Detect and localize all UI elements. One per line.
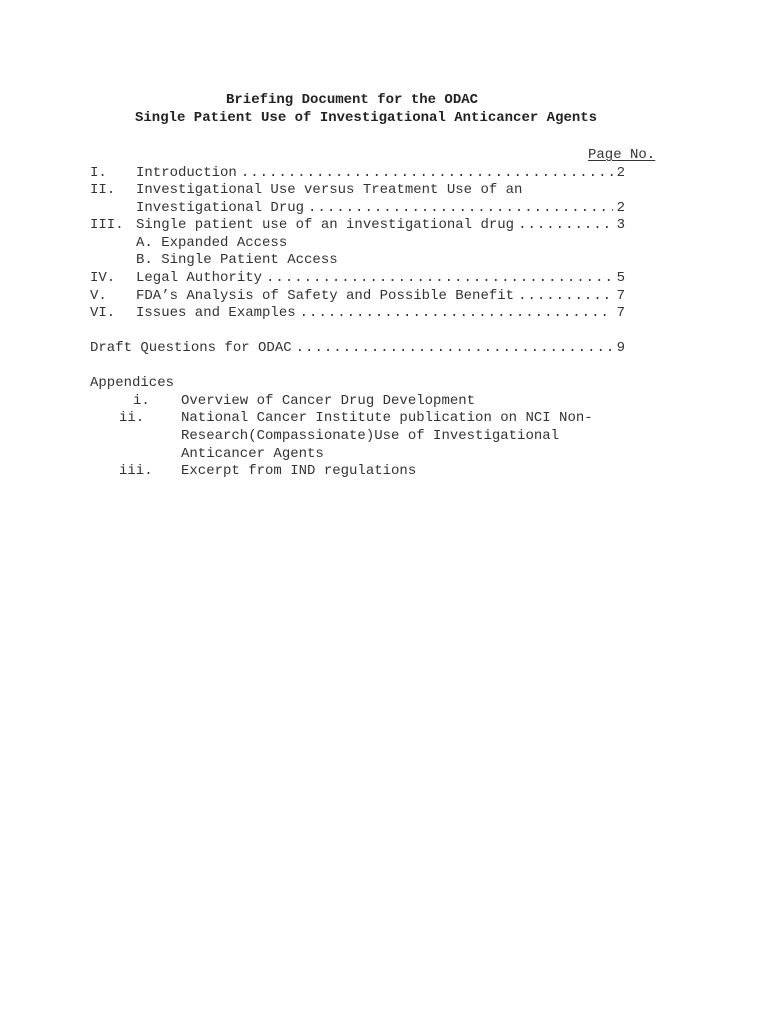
toc-leader-dots bbox=[266, 270, 613, 287]
toc-entry-page: 5 bbox=[616, 270, 625, 286]
appendix-number: ii. bbox=[119, 410, 145, 426]
toc-entry-page: 7 bbox=[616, 305, 625, 321]
toc-entry-fda-analysis bbox=[90, 288, 625, 306]
toc-subentry-single-patient-access: B. Single Patient Access bbox=[136, 252, 338, 268]
toc-entry-page: 2 bbox=[616, 165, 625, 181]
toc-entry-page: 2 bbox=[616, 200, 625, 216]
toc-entry-page: 9 bbox=[616, 340, 625, 356]
toc-entry-label: Legal Authority bbox=[136, 270, 263, 286]
toc-entry-issues-and-examples bbox=[90, 305, 625, 323]
toc-leader-dots bbox=[518, 217, 613, 234]
toc-leader-dots bbox=[518, 288, 613, 305]
toc-entry-label-continued: Investigational Drug bbox=[136, 200, 305, 216]
toc-entry-label: Issues and Examples bbox=[136, 305, 296, 321]
toc-entry-draft-questions bbox=[90, 340, 625, 357]
toc-leader-dots bbox=[300, 305, 613, 322]
appendix-title: Overview of Cancer Drug Development bbox=[181, 393, 476, 409]
appendices-heading: Appendices bbox=[90, 375, 175, 391]
toc-entry-number: III. bbox=[90, 217, 124, 233]
toc-entry-investigational-use bbox=[90, 182, 625, 200]
toc-entry-legal-authority bbox=[90, 270, 625, 288]
toc-entry-number: II. bbox=[90, 182, 116, 198]
appendix-title-continued: Anticancer Agents bbox=[181, 446, 324, 462]
toc-entry-label: Introduction bbox=[136, 165, 237, 181]
appendix-number: iii. bbox=[119, 463, 153, 479]
document-title-line-1: Briefing Document for the ODAC bbox=[226, 92, 479, 108]
toc-leader-dots bbox=[296, 340, 613, 357]
toc-entry-single-patient-use bbox=[90, 217, 625, 235]
toc-entry-label: Single patient use of an investigational drug bbox=[136, 217, 515, 233]
page-number-column-heading: Page No. bbox=[588, 147, 656, 163]
document-title-line-2: Single Patient Use of Investigational Anticancer Agents bbox=[135, 110, 598, 126]
toc-entry-page: 7 bbox=[616, 288, 625, 304]
toc-entry-number: VI. bbox=[90, 305, 116, 321]
appendix-title: Excerpt from IND regulations bbox=[181, 463, 417, 479]
appendix-title: National Cancer Institute publication on NCI Non- bbox=[181, 410, 593, 426]
toc-entry-number: V. bbox=[90, 288, 107, 304]
toc-entry-label: Investigational Use versus Treatment Use of an bbox=[136, 182, 523, 198]
toc-leader-dots bbox=[241, 165, 613, 182]
toc-entry-label: Draft Questions for ODAC bbox=[90, 340, 292, 356]
toc-entry-number: I. bbox=[90, 165, 107, 181]
toc-leader-dots bbox=[308, 200, 613, 217]
appendix-title-continued: Research(Compassionate)Use of Investigational bbox=[181, 428, 560, 444]
toc-entry-label: FDA’s Analysis of Safety and Possible Benefit bbox=[136, 288, 515, 304]
toc-entry-investigational-use-continued bbox=[90, 200, 625, 218]
appendix-number: i. bbox=[133, 393, 150, 409]
toc-subentry-expanded-access: A. Expanded Access bbox=[136, 235, 288, 251]
toc-entry-introduction bbox=[90, 165, 625, 183]
toc-entry-number: IV. bbox=[90, 270, 116, 286]
toc-entry-page: 3 bbox=[616, 217, 625, 233]
